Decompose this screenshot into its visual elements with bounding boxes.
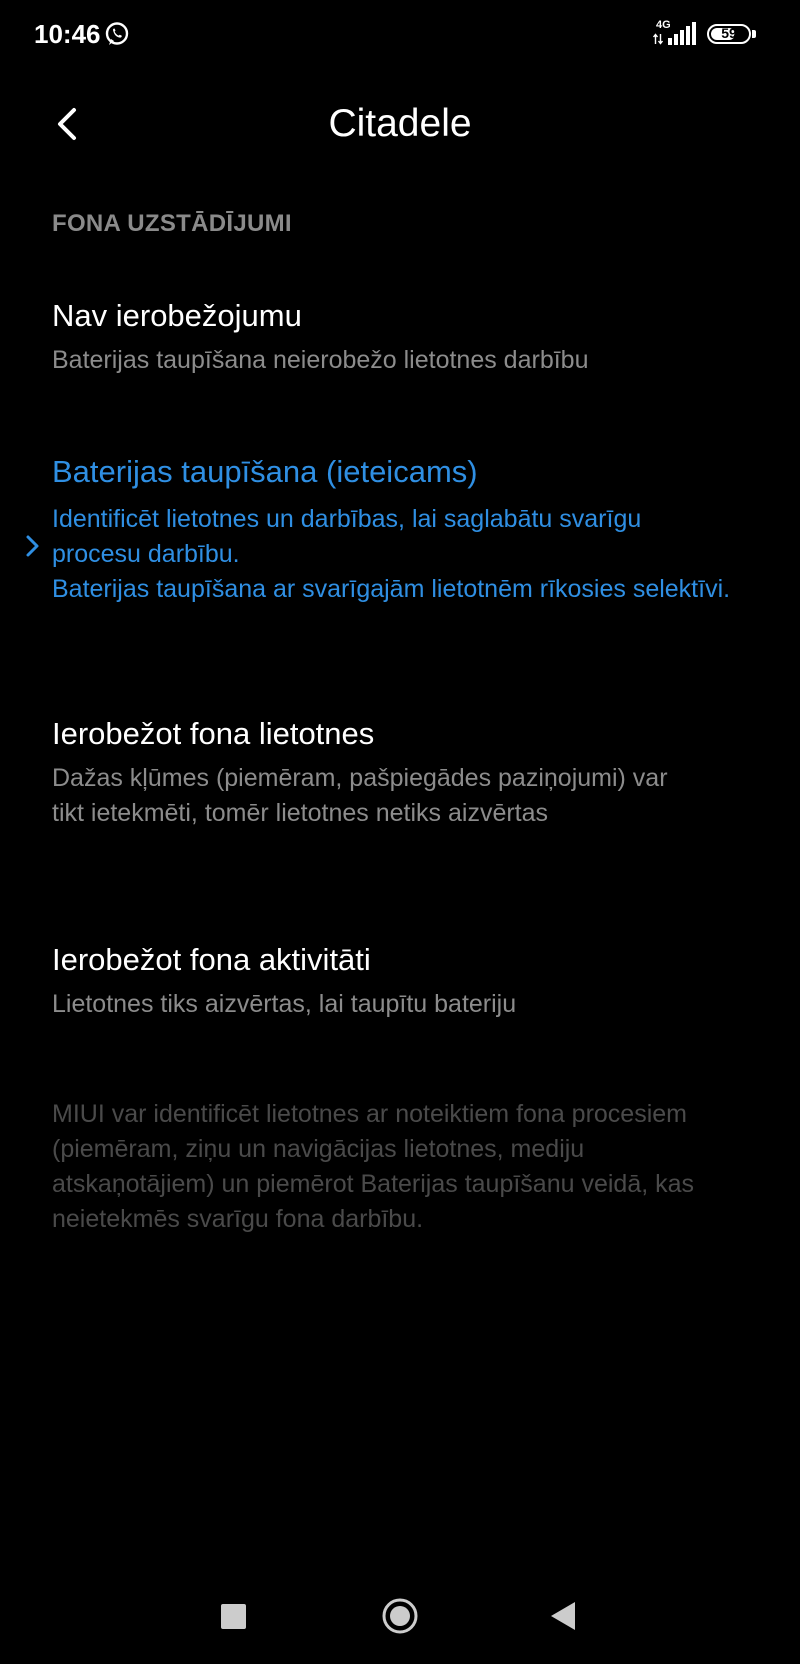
option-title: Ierobežot fona lietotnes	[52, 716, 375, 751]
option-title: Nav ierobežojumu	[52, 298, 302, 333]
chevron-right-icon	[20, 532, 44, 560]
signal-icon	[668, 22, 696, 46]
data-arrows-icon	[653, 33, 663, 45]
battery-nub	[752, 30, 756, 38]
option-no-restrictions[interactable]	[0, 298, 800, 388]
option-description: Lietotnes tiks aizvērtas, lai taupītu bateriju	[52, 990, 517, 1018]
status-bar	[0, 0, 800, 70]
option-title: Baterijas taupīšana (ieteicams)	[52, 454, 478, 489]
footer-note: MIUI var identificēt lietotnes ar noteiktiem fona procesiem (piemēram, ziņu un navigācijas lietotnes, mediju atskaņotājiem) un piemērot Baterijas taupīšanu veidā, kas neietekmēs svarīgu fona darbību.	[52, 1100, 695, 1233]
back-triangle-icon[interactable]	[549, 1601, 577, 1631]
option-restrict-background-apps[interactable]	[0, 716, 800, 866]
network-type-label: 4G	[656, 19, 671, 31]
page-title: Citadele	[328, 102, 472, 145]
option-description: Identificēt lietotnes un darbības, lai saglabātu svarīgu procesu darbību. Baterijas taupīšana ar svarīgajām lietotnēm rīkosies selektīvi.	[52, 505, 731, 603]
option-title: Ierobežot fona aktivitāti	[52, 942, 371, 977]
option-battery-saver[interactable]	[0, 454, 800, 644]
option-description: Baterijas taupīšana neierobežo lietotnes darbību	[52, 346, 589, 374]
section-header: FONA UZSTĀDĪJUMI	[52, 210, 292, 237]
home-circle-icon[interactable]	[381, 1597, 419, 1635]
whatsapp-icon	[104, 21, 130, 47]
status-time: 10:46	[34, 19, 101, 49]
recents-square-icon[interactable]	[221, 1604, 246, 1629]
option-restrict-background-activity[interactable]	[0, 942, 800, 1032]
battery-icon	[707, 24, 751, 44]
option-description: Dažas kļūmes (piemēram, pašpiegādes paziņojumi) var tikt ietekmēti, tomēr lietotnes netiks aizvērtas	[52, 764, 668, 827]
battery-level: 59	[721, 25, 737, 41]
